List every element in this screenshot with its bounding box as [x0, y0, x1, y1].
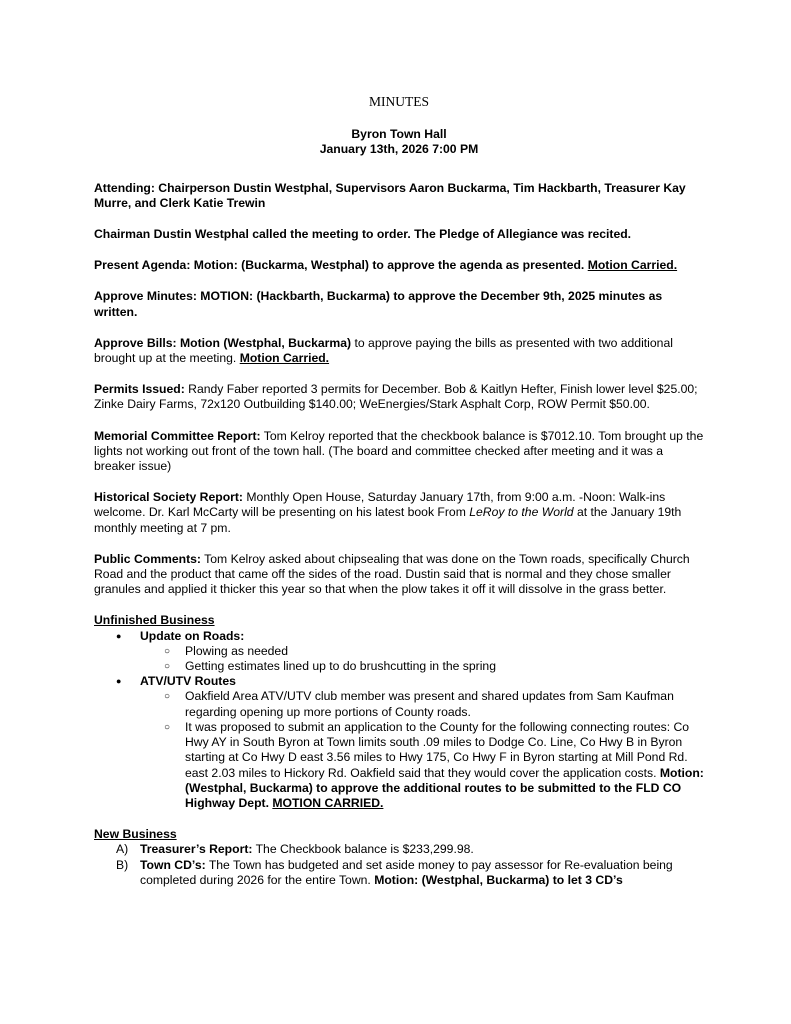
- list-item: ○ Plowing as needed: [164, 643, 288, 658]
- list-item: ○ Oakfield Area ATV/UTV club member was present and shared updates from Sam Kaufman regarding opening up more portions of County roads.: [164, 689, 674, 719]
- item-letter: B): [116, 857, 129, 872]
- list-item: [94, 629, 704, 644]
- historical-report: [94, 490, 704, 536]
- bullet-icon: ●: [116, 630, 122, 641]
- agenda-label: Present Agenda: [94, 258, 187, 273]
- public-comments: [94, 552, 704, 598]
- public-label: Public Comments:: [94, 551, 201, 566]
- list-item: [94, 674, 704, 689]
- list-item: B) Town CD’s: The Town has budgeted and set aside money to pay assessor for Re-evaluation being completed during 2026 for the entire Town. Motion: (Westphal, Buckarma) to let 3 CD’s: [116, 857, 673, 887]
- bills-result: Motion Carried.: [239, 351, 330, 366]
- memorial-label: Memorial Committee Report:: [94, 428, 261, 443]
- roads-sublist: [94, 644, 704, 674]
- call-to-order: [94, 227, 704, 242]
- atv-sublist: [94, 689, 704, 811]
- approve-minutes: [94, 289, 704, 319]
- circle-bullet-icon: ○: [164, 661, 171, 673]
- historical-text-1: Monthly Open House, Saturday January 17th, from 9:00 a.m. -Noon: Walk-ins welcome. Dr. Karl McCarty will be presenting on his latest book From: [94, 490, 666, 520]
- present-agenda: [94, 258, 704, 273]
- attending-text: Attending: Chairperson Dustin Westphal, Supervisors Aaron Buckarma, Tim Hackbarth, Treasurer Kay Murre, and Clerk Katie Trewin: [94, 180, 686, 210]
- attending: [94, 181, 704, 211]
- unfinished-list: [94, 629, 704, 644]
- historical-label: Historical Society Report:: [94, 490, 243, 505]
- bullet-icon: ●: [116, 676, 122, 687]
- bills-label: Approve Bills: Motion (Westphal, Buckarma): [94, 335, 352, 350]
- memorial-report: [94, 429, 704, 475]
- circle-bullet-icon: ○: [164, 691, 171, 703]
- memorial-text: Tom Kelroy reported that the checkbook balance is $7012.10. Tom brought up the lights not working out front of the town hall. (The board and committee checked after meeting and it was a breaker issue): [94, 428, 704, 474]
- circle-bullet-icon: ○: [164, 645, 171, 657]
- list-item: ○ It was proposed to submit an application to the County for the following connecting routes: Co Hwy AY in South Byron at Town limits south .09 miles to Dodge Co. Line, Co Hwy B in Byron starting at Co Hwy D east 3.56 miles to Hwy 175, Co Hwy F in Byron starting at Mill Pond Rd. east 2.03 miles to Hickory Rd. Oakfield said that they would cover the application costs. Motion: (Westphal, Buckarma) to approve the additional routes to be submitted to the FLD CO Highway Dept. MOTION CARRIED.: [164, 719, 704, 810]
- agenda-result: Motion Carried.: [587, 258, 678, 273]
- document-title: MINUTES: [369, 94, 429, 109]
- historical-text-2: at the January 19th monthly meeting at 7 pm.: [94, 505, 682, 535]
- circle-bullet-icon: ○: [164, 721, 171, 733]
- permits-text: Randy Faber reported 3 permits for December. Bob & Kaitlyn Hefter, Finish lower level $25.00; Zinke Dairy Farms, 72x120 Outbuilding $140.00; WeEnergies/Stark Asphalt Corp, ROW Permit $50.00.: [94, 382, 698, 412]
- public-text: Tom Kelroy asked about chipsealing that was done on the Town roads, specifically Church Road and the product that came off the sides of the road. Dustin said that is normal and they chose smaller granules and applied it thicker this year so that when the plow takes it off it will dissolve in the grass better.: [94, 551, 690, 597]
- call-to-order-text: Chairman Dustin Westphal called the meeting to order. The Pledge of Allegiance was recited.: [94, 227, 632, 242]
- roads-label: Update on Roads:: [140, 628, 245, 643]
- permits-issued: [94, 382, 704, 412]
- unfinished-business-heading: Unfinished Business: [94, 613, 215, 628]
- historical-book-title: LeRoy to the World: [469, 505, 574, 520]
- atv-label: ATV/UTV Routes: [140, 674, 236, 689]
- permits-label: Permits Issued:: [94, 382, 185, 397]
- meeting-datetime: January 13th, 2026 7:00 PM: [319, 142, 479, 157]
- unfinished-list-2: [94, 674, 704, 689]
- agenda-text: : Motion: (Buckarma, Westphal) to approve the agenda as presented.: [186, 258, 588, 273]
- bills-text: to approve paying the bills as presented with two additional brought up at the meeting.: [94, 335, 673, 366]
- new-business-heading: New Business: [94, 827, 177, 842]
- meeting-location: Byron Town Hall: [351, 127, 447, 142]
- list-item: A) Treasurer’s Report: The Checkbook balance is $233,299.98.: [116, 842, 474, 857]
- new-business-list: [94, 842, 704, 888]
- minutes-document: [94, 94, 704, 888]
- approve-bills: [94, 336, 704, 366]
- approve-minutes-text: Approve Minutes: MOTION: (Hackbarth, Buckarma) to approve the December 9th, 2025 minutes as written.: [94, 289, 663, 319]
- item-letter: A): [116, 842, 129, 857]
- list-item: ○ Getting estimates lined up to do brushcutting in the spring: [164, 659, 496, 674]
